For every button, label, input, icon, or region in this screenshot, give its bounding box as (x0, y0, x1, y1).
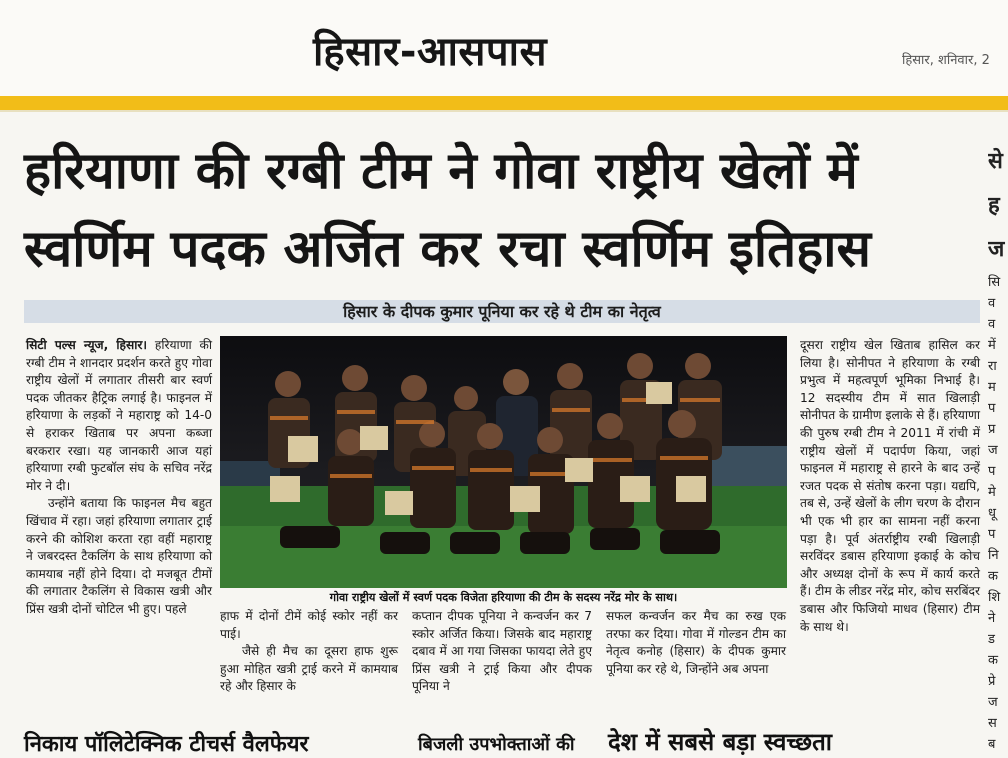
article-column-2 (220, 608, 398, 696)
edge-column-fragment: शि (988, 590, 1001, 605)
subheadline: हिसार के दीपक कुमार पूनिया कर रहे थे टीम का नेतृत्व (343, 302, 661, 321)
edge-column-fragment: रा (988, 359, 997, 374)
edge-column-fragment: म (988, 380, 996, 395)
edge-column-fragment: धू (988, 506, 996, 521)
edge-column-fragment: प्रे (988, 674, 996, 689)
edge-column-fragment: में (988, 338, 996, 353)
next-headline-left: निकाय पॉलिटेक्निक टीचर्स वैलफेयर (24, 732, 309, 757)
accent-band (0, 96, 1008, 110)
article-column-4 (606, 608, 786, 678)
edge-column-fragment: प (988, 527, 996, 542)
article-paragraph: हाफ में दोनों टीमें कोई स्कोर नहीं कर पाई। (220, 609, 398, 641)
edge-column-fragment: ज (988, 695, 998, 710)
edge-column-fragment: प्र (988, 422, 996, 437)
dateline-lead: सिटी पल्स न्यूज, हिसार। (26, 338, 148, 352)
article-column-3 (412, 608, 592, 696)
edge-column-fragment: से (988, 149, 1003, 174)
edge-column-fragment: नि (988, 548, 999, 563)
edge-column-fragment: ज (988, 443, 998, 458)
next-headline-middle: बिजली उपभोक्ताओं की (418, 734, 575, 755)
edge-column-fragment: ह (988, 193, 1000, 218)
edge-column-fragment: प (988, 464, 996, 479)
edge-column-fragment: सि (988, 275, 1001, 290)
next-headline-right: देश में सबसे बड़ा स्वच्छता (608, 728, 832, 756)
team-photo (220, 336, 787, 588)
article-paragraph: जैसे ही मैच का दूसरा हाफ शुरू हुआ मोहित खत्री ट्राई करने में कामयाब रहे और हिसार के (220, 644, 398, 694)
headline-line-1: हरियाणा की रग्बी टीम ने गोवा राष्ट्रीय खेलों में (24, 142, 858, 201)
edge-column-fragment: क (988, 653, 998, 668)
edge-column-fragment: ने (988, 611, 996, 626)
article-paragraph: कप्तान दीपक पूनिया ने कन्वर्जन कर 7 स्कोर अर्जित किया। जिसके बाद महाराष्ट्र दबाव में आ गया जिसका फायदा लेते हुए प्रिंस खत्री ने ट्राई किया और दीपक पूनिया ने (412, 609, 592, 694)
edge-column-fragment: मे (988, 485, 996, 500)
edge-column-fragment: ड (988, 632, 995, 647)
edge-column-fragment: व (988, 296, 996, 311)
article-column-5 (800, 337, 980, 636)
divider (0, 110, 1008, 112)
edge-column-fragment: ज (988, 237, 1005, 262)
edge-column-fragment: व (988, 317, 996, 332)
section-title: हिसार-आसपास (313, 29, 548, 75)
article-paragraph: उन्होंने बताया कि फाइनल मैच बहुत खिंचाव में रहा। जहां हरियाणा लगातार ट्राई करने की कोशिश करता रहा वहीं महाराष्ट्र ने जबरदस्त टैकलिंग के साथ हरियाणा को कामयाब नहीं होने दिया। दो मजबूत टीमों की लगातार टैकलिंग से विकास खत्री और प्रिंस खत्री दोनों चोटिल भी हुए। पहले (26, 496, 212, 616)
article-paragraph: हरियाणा की रग्बी टीम ने शानदार प्रदर्शन करते हुए गोवा राष्ट्रीय खेलों में लगातार तीसरी बार स्वर्ण पदक जीतकर हैट्रिक लगाई है। फाइनल में हरियाणा के लड़कों ने महाराष्ट्र को 14-0 से हराकर खिताब पर अपना कब्जा बरकरार रखा। यह जानकारी आज यहां हरियाणा रग्बी फुटबॉल संघ के सचिव नरेंद्र मोर ने दी। (26, 338, 212, 493)
headline-line-2: स्वर्णिम पदक अर्जित कर रचा स्वर्णिम इतिहास (24, 220, 871, 279)
dateline: हिसार, शनिवार, 2 (902, 53, 990, 68)
article-column-1 (26, 337, 212, 619)
edge-column-fragment: प (988, 401, 996, 416)
article-paragraph: दूसरा राष्ट्रीय खेल खिताब हासिल कर लिया है। सोनीपत ने हरियाणा के रग्बी प्रभुत्व में महत्वपूर्ण भूमिका निभाई है। 12 सदस्यीय टीम में सात खिलाड़ी सोनीपत के ग्रामीण इलाके से हैं। हरियाणा की पुरुष रग्बी टीम ने 2011 में रांची में राष्ट्रीय खेलों में पदार्पण किया, जहां फाइनल में महाराष्ट्र से हारने के बाद उन्हें रजत पदक से संतोष करना पड़ा। यद्यपि, तब से, उन्हें खेलों के लीग चरण के दौरान भी एक भी हार का सामना नहीं करना पड़ा है। पूर्व अंतर्राष्ट्रीय रग्बी खिलाड़ी सरविंदर डबास हरियाणा इकाई के कोच और अध्यक्ष दोनों के रूप में कार्य करते हैं। टीम के लीडर नरेंद्र मोर, कोच सरबिंदर डबास और फिजियो माधव (हिसार) टीम के साथ थे। (800, 338, 980, 634)
edge-column (988, 140, 1008, 755)
edge-column-fragment: ब (988, 737, 996, 752)
edge-column-fragment: स (988, 716, 997, 731)
article-paragraph: सफल कन्वर्जन कर मैच का रुख एक तरफा कर दिया। गोवा में गोल्डन टीम का नेतृत्व कनोह (हिसार) के दीपक कुमार पूनिया कर रहे थे, जिन्होंने अब अपना (606, 609, 786, 676)
edge-column-fragment: क (988, 569, 998, 584)
photo-caption: गोवा राष्ट्रीय खेलों में स्वर्ण पदक विजेता हरियाणा की टीम के सदस्य नरेंद्र मोर के साथ। (329, 591, 678, 604)
team-photo-graphic (220, 336, 787, 588)
